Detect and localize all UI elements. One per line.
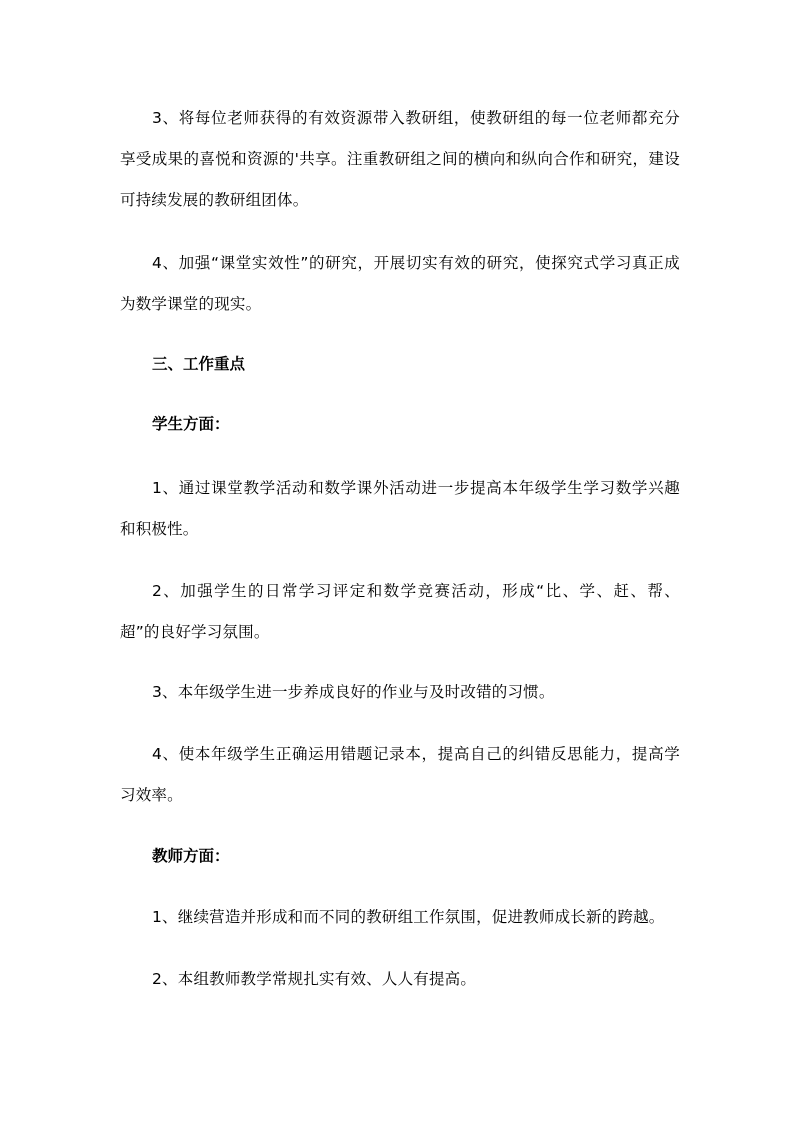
paragraph-goal-3: 3、将每位老师获得的有效资源带入教研组，使教研组的每一位老师都充分享受成果的喜悦和资源的'共享。注重教研组之间的横向和纵向合作和研究，建设可持续发展的教研组团体。 [120, 109, 680, 209]
subheading-teachers: 教师方面： [152, 847, 230, 865]
teacher-item-2: 2、本组教师教学常规扎实有效、人人有提高。 [152, 970, 477, 988]
student-item-3: 3、本年级学生进一步养成良好的作业与及时改错的习惯。 [152, 683, 555, 701]
teacher-item-1: 1、继续营造并形成和而不同的教研组工作氛围，促进教师成长新的跨越。 [152, 908, 665, 926]
section-heading-work-focus: 三、工作重点 [152, 355, 246, 373]
paragraph-goal-4: 4、加强“课堂实效性”的研究，开展切实有效的研究，使探究式学习真正成为数学课堂的现实。 [120, 254, 680, 313]
student-item-2: 2、加强学生的日常学习评定和数学竞赛活动，形成“比、学、赶、帮、超”的良好学习氛围。 [120, 582, 680, 641]
student-item-4: 4、使本年级学生正确运用错题记录本，提高自己的纠错反思能力，提高学习效率。 [120, 745, 680, 804]
student-item-1: 1、通过课堂教学活动和数学课外活动进一步提高本年级学生学习数学兴趣和积极性。 [120, 479, 680, 538]
subheading-students: 学生方面： [152, 415, 230, 433]
